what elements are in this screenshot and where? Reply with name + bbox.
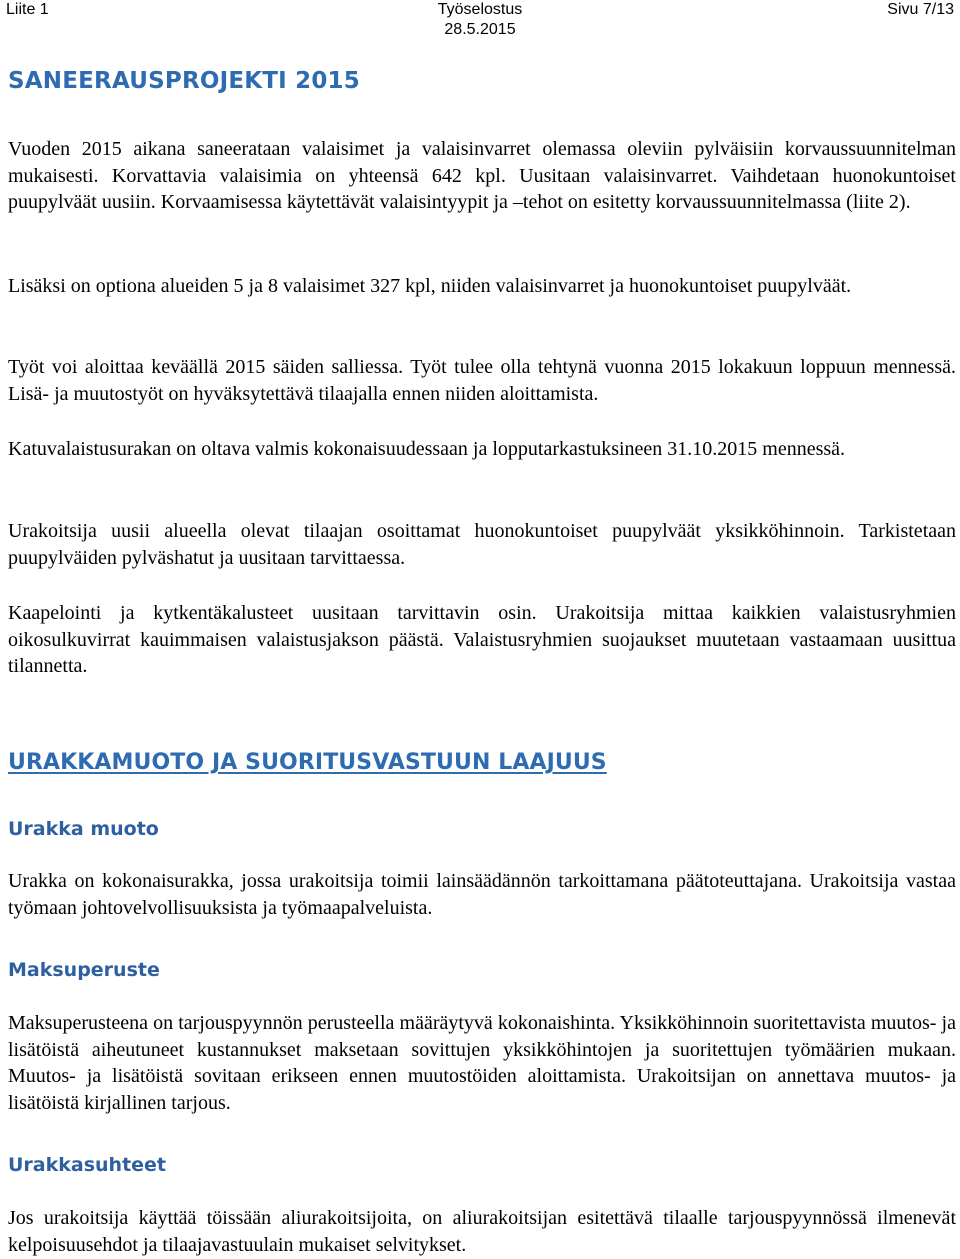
paragraph-maksuperuste: Maksuperusteena on tarjouspyynnön perusteella määräytyvä kokonaishinta. Yksikköhinnoin suoritettavista muutos- ja lisätöistä aiheutuneet kustannukset maksetaan sovittujen yksikköhintojen ja suoritettujen työmäärien mukaan. Muutos- ja lisätöistä sovitaan erikseen ennen muutostöiden aloittamista. Urakoitsijan on annettava muutos- ja lisätöistä kirjallinen tarjous.: [8, 1012, 956, 1114]
subsection-title-urakkasuhteet: Urakkasuhteet: [8, 1154, 167, 1176]
section-title-saneerausprojekti: SANEERAUSPROJEKTI 2015: [8, 68, 360, 94]
paragraph-urakka-muoto: Urakka on kokonaisurakka, jossa urakoitsija toimii lainsäädännön tarkoittamana päätoteuttajana. Urakoitsija vastaa työmaan johtovelvollisuuksista ja työmaapalveluista.: [8, 870, 956, 919]
paragraph-schedule: Työt voi aloittaa keväällä 2015 säiden salliessa. Työt tulee olla tehtynä vuonna 2015 lokakuun loppuun mennessä. Lisä- ja muutostyöt on hyväksytettävä tilaajalla ennen niiden aloittamista.: [8, 356, 956, 405]
subsection-title-maksuperuste: Maksuperuste: [8, 959, 160, 981]
header-attachment-label: Liite 1: [6, 1, 49, 18]
paragraph-poles: Urakoitsija uusii alueella olevat tilaajan osoittamat huonokuntoiset puupylväät yksikköhinnoin. Tarkistetaan puupylväiden pylväshatut ja uusitaan tarvittaessa.: [8, 520, 956, 569]
paragraph-completion: Katuvalaistusurakan on oltava valmis kokonaisuudessaan ja lopputarkastuksineen 31.10.2015 mennessä.: [8, 438, 846, 460]
paragraph-urakkasuhteet: Jos urakoitsija käyttää töissään aliurakoitsijoita, on aliurakoitsijan esitettävä tilaalle tarjouspyynnössä ilmenevät kelpoisuusehdot ja tilaajavastuulain mukaiset selvitykset.: [8, 1207, 956, 1256]
header-title: Työselostus: [437, 1, 523, 18]
section-title-urakkamuoto: URAKKAMUOTO JA SUORITUSVASTUUN LAAJUUS: [8, 750, 607, 775]
header-date: 28.5.2015: [444, 21, 516, 38]
paragraph-option: Lisäksi on optiona alueiden 5 ja 8 valaisimet 327 kpl, niiden valaisinvarret ja huonokuntoiset puupylväät.: [8, 275, 852, 297]
paragraph-cabling: Kaapelointi ja kytkentäkalusteet uusitaan tarvittavin osin. Urakoitsija mittaa kaikkien valaistusryhmien oikosulkuvirrat kauimmaisen valaistusjakson päästä. Valaistusryhmien suojaukset muutetaan vastaamaan uusittua tilannetta.: [8, 602, 956, 677]
header-page-number: Sivu 7/13: [887, 1, 954, 18]
subsection-title-urakka-muoto: Urakka muoto: [8, 818, 159, 840]
paragraph-intro: Vuoden 2015 aikana saneerataan valaisimet ja valaisinvarret olemassa oleviin pylväisiin korvaussuunnitelman mukaisesti. Korvattavia valaisimia on yhteensä 642 kpl. Uusitaan valaisinvarret. Vaihdetaan huonokuntoiset puupylväät uusiin. Korvaamisessa käytettävät valaisintyypit ja –tehot on esitetty korvaussuunnitelmassa (liite 2).: [8, 138, 956, 213]
